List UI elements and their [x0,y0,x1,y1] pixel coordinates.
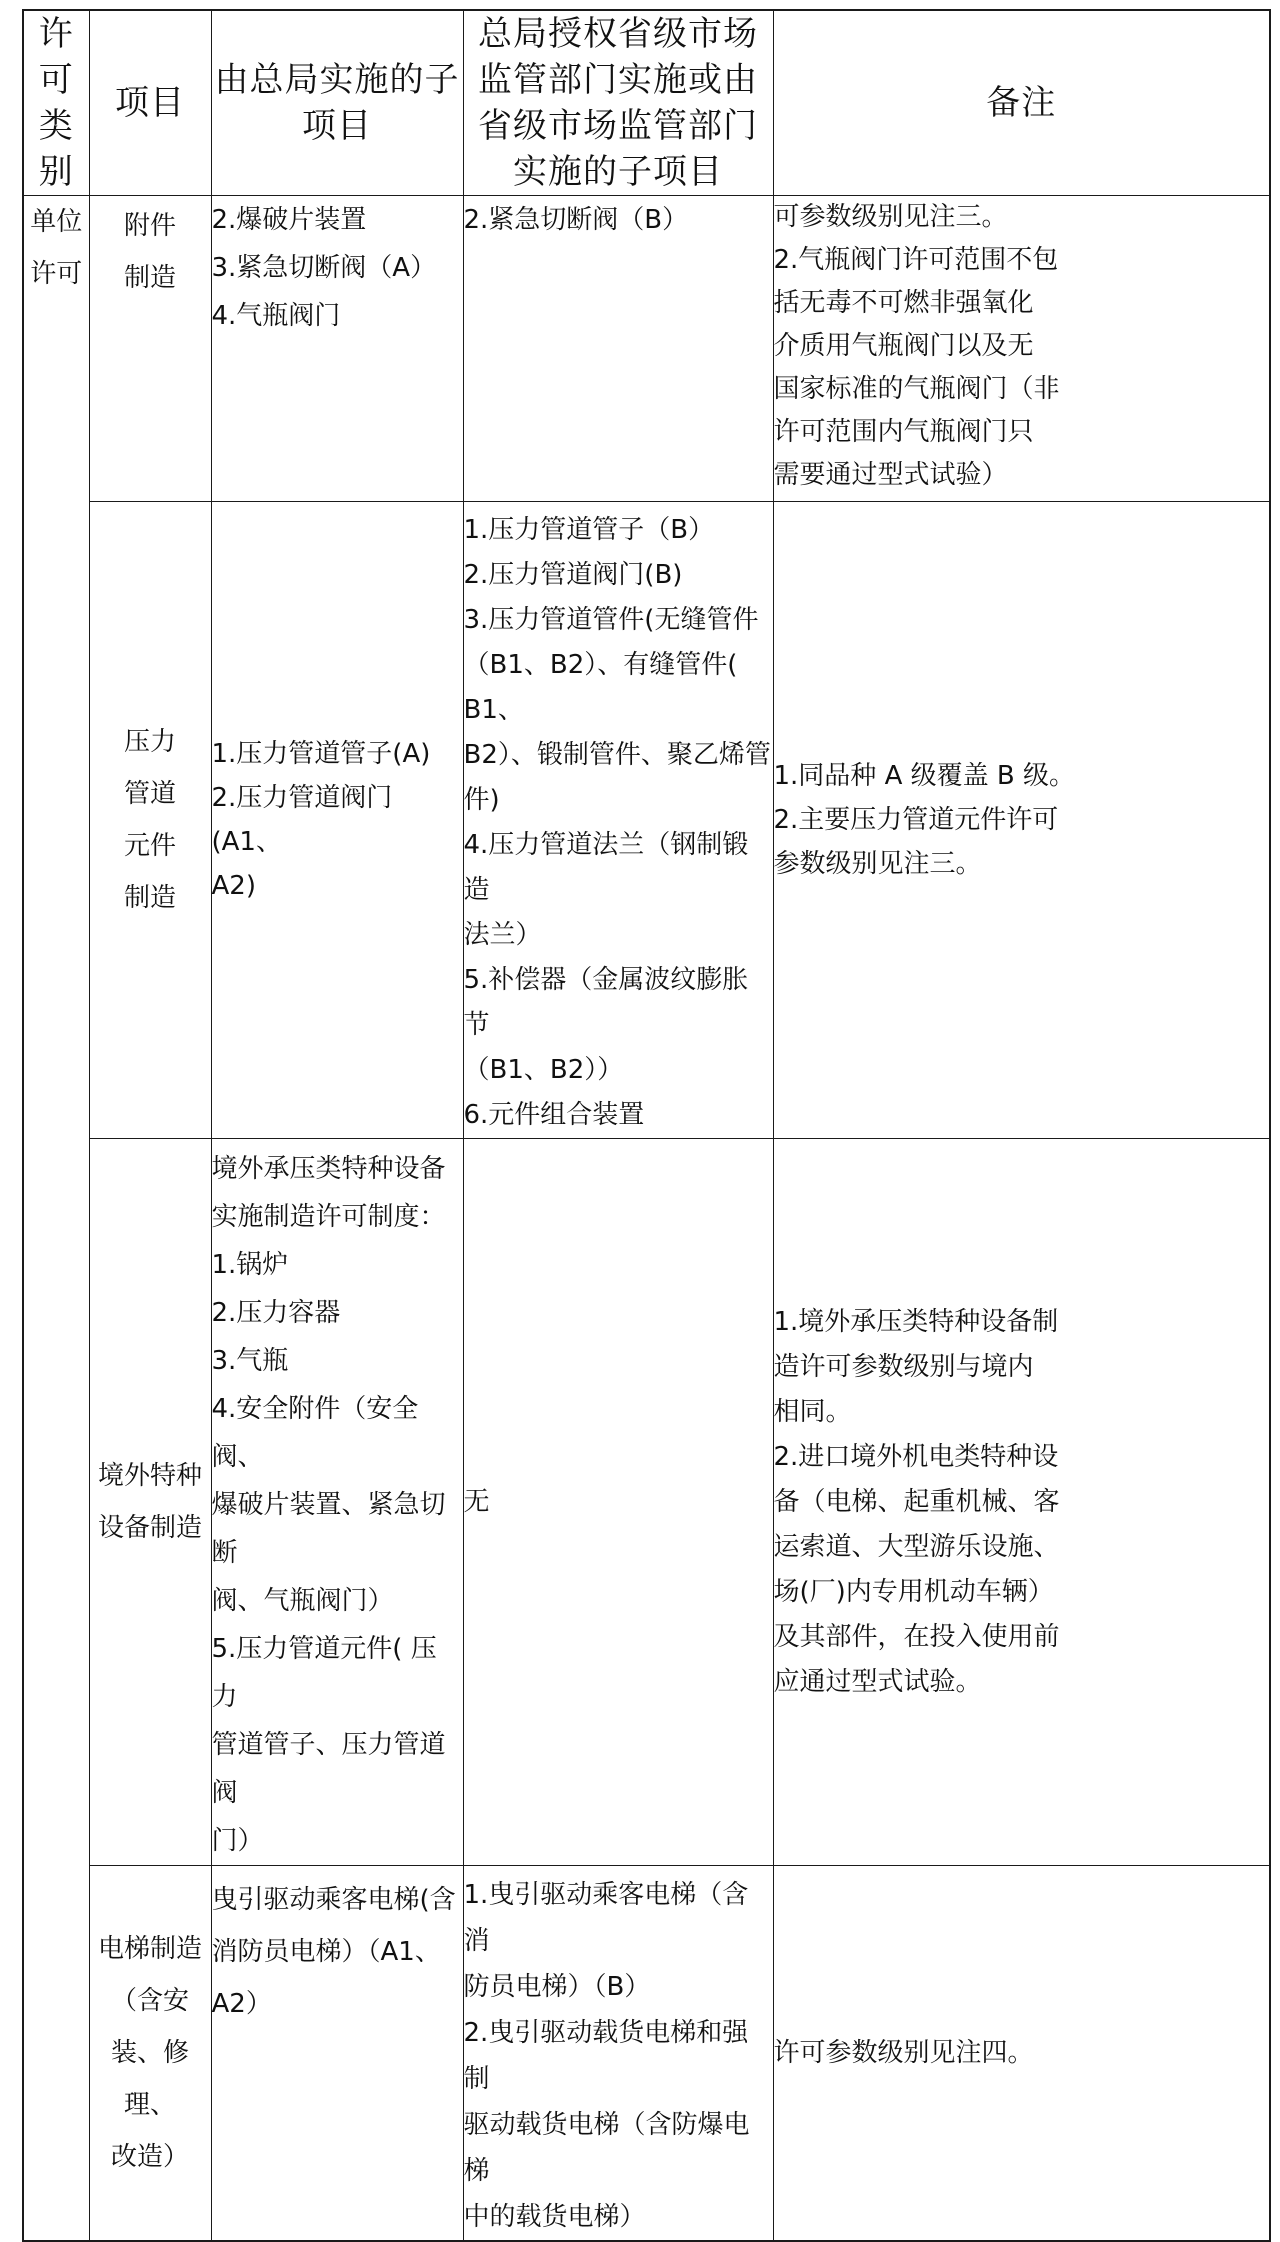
table-row [23,1139,1270,1866]
item-cell: 附件 制造 [89,196,211,502]
province-cell: 2.紧急切断阀（B） [463,196,773,502]
header-province-subitems: 总局授权省级市场 监管部门实施或由 省级市场监管部门 实施的子项目 [463,10,773,196]
item-cell: 电梯制造 （含安 装、修理、 改造） [89,1866,211,2242]
hq-cell: 曳引驱动乘客电梯(含 消防员电梯）（A1、 A2） [211,1866,463,2242]
remarks-cell: 可参数级别见注三。 2.气瓶阀门许可范围不包 括无毒不可燃非强氧化 介质用气瓶阀门以及无 国家标准的气瓶阀门（非 许可范围内气瓶阀门只 需要通过型式试验） [773,196,1270,502]
table-row [23,502,1270,1139]
table-row [23,196,1270,502]
permit-table [22,9,1271,2242]
province-cell: 无 [463,1139,773,1866]
hq-cell: 2.爆破片装置 3.紧急切断阀（A） 4.气瓶阀门 [211,196,463,502]
item-cell: 压力 管道 元件 制造 [89,502,211,1139]
header-remarks: 备注 [773,10,1270,196]
header-category: 许可 类别 [23,10,89,196]
table-row [23,1866,1270,2242]
province-cell: 1.压力管道管子（B） 2.压力管道阀门(B) 3.压力管道管件(无缝管件 （B1、B2）、有缝管件( B1、 B2）、锻制管件、聚乙烯管 件) 4.压力管道法兰（钢制锻造 法兰） 5.补偿器（金属波纹膨胀节 （B1、B2）） 6.元件组合装置 [463,502,773,1139]
remarks-cell: 1.同品种 A 级覆盖 B 级。 2.主要压力管道元件许可 参数级别见注三。 [773,502,1270,1139]
hq-cell: 境外承压类特种设备 实施制造许可制度： 1.锅炉 2.压力容器 3.气瓶 4.安全附件（安全阀、 爆破片装置、紧急切断 阀、气瓶阀门） 5.压力管道元件( 压力 管道管子、压力管道阀 门） [211,1139,463,1866]
header-row [23,10,1270,196]
remarks-cell: 1.境外承压类特种设备制 造许可参数级别与境内 相同。 2.进口境外机电类特种设 备（电梯、起重机械、客 运索道、大型游乐设施、 场(厂)内专用机动车辆） 及其部件，在投入使用前 应通过型式试验。 [773,1139,1270,1866]
category-cell: 单位 许可 [23,196,89,2242]
item-cell: 境外特种 设备制造 [89,1139,211,1866]
province-cell: 1.曳引驱动乘客电梯（含消 防员电梯）（B） 2.曳引驱动载货电梯和强制 驱动载货电梯（含防爆电梯 中的载货电梯） [463,1866,773,2242]
header-item: 项目 [89,10,211,196]
header-hq-subitems: 由总局实施的子 项目 [211,10,463,196]
remarks-cell: 许可参数级别见注四。 [773,1866,1270,2242]
hq-cell: 1.压力管道管子(A) 2.压力管道阀门(A1、 A2) [211,502,463,1139]
